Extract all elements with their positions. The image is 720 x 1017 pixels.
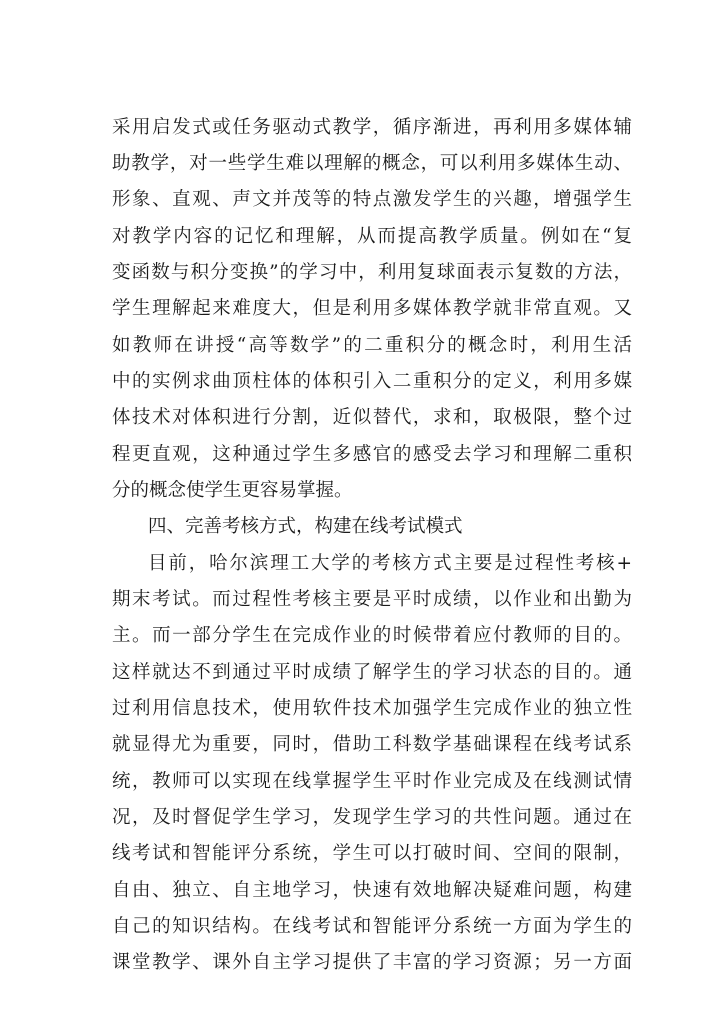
paragraph-line-8: 中的实例求曲顶柱体的体积引入二重积分的定义，利用多媒 bbox=[112, 371, 632, 392]
paragraph-line-9: 体技术对体积进行分割，近似替代，求和，取极限，整个过 bbox=[112, 407, 632, 428]
paragraph-line-23: 自己的知识结构。在线考试和智能评分系统一方面为学生的 bbox=[112, 916, 632, 937]
paragraph-line-10: 程更直观，这种通过学生多感官的感受去学习和理解二重积 bbox=[112, 444, 632, 465]
paragraph-line-5: 变函数与积分变换”的学习中，利用复球面表示复数的方法， bbox=[112, 262, 632, 283]
paragraph-line-18: 就显得尤为重要，同时，借助工科数学基础课程在线考试系 bbox=[112, 734, 632, 755]
paragraph-line-22: 自由、独立、自主地学习，快速有效地解决疑难问题，构建 bbox=[112, 880, 632, 901]
paragraph-line-2: 助教学，对一些学生难以理解的概念，可以利用多媒体生动、 bbox=[112, 153, 632, 174]
paragraph-line-7: 如教师在讲授“高等数学”的二重积分的概念时，利用生活 bbox=[112, 335, 632, 356]
paragraph-line-3: 形象、直观、声文并茂等的特点激发学生的兴趣，增强学生 bbox=[112, 189, 632, 210]
paragraph-line-13: 目前，哈尔滨理工大学的考核方式主要是过程性考核+ bbox=[148, 553, 632, 574]
paragraph-line-14: 期末考试。而过程性考核主要是平时成绩，以作业和出勤为 bbox=[112, 589, 632, 610]
paragraph-line-15: 主。而一部分学生在完成作业的时候带着应付教师的目的。 bbox=[112, 625, 632, 646]
paragraph-line-17: 过利用信息技术，使用软件技术加强学生完成作业的独立性 bbox=[112, 698, 632, 719]
paragraph-line-16: 这样就达不到通过平时成绩了解学生的学习状态的目的。通 bbox=[112, 662, 632, 683]
paragraph-line-1: 采用启发式或任务驱动式教学，循序渐进，再利用多媒体辅 bbox=[112, 117, 632, 138]
section-heading: 四、完善考核方式，构建在线考试模式 bbox=[148, 516, 463, 537]
paragraph-line-19: 统，教师可以实现在线掌握学生平时作业完成及在线测试情 bbox=[112, 771, 632, 792]
paragraph-line-20: 况，及时督促学生学习，发现学生学习的共性问题。通过在 bbox=[112, 807, 632, 828]
paragraph-line-21: 线考试和智能评分系统，学生可以打破时间、空间的限制， bbox=[112, 843, 632, 864]
paragraph-line-24: 课堂教学、课外自主学习提供了丰富的学习资源；另一方面 bbox=[112, 952, 632, 973]
paragraph-line-4: 对教学内容的记忆和理解，从而提高教学质量。例如在“复 bbox=[112, 226, 632, 247]
paragraph-line-6: 学生理解起来难度大，但是利用多媒体教学就非常直观。又 bbox=[112, 298, 632, 319]
paragraph-line-11: 分的概念使学生更容易掌握。 bbox=[112, 480, 353, 501]
